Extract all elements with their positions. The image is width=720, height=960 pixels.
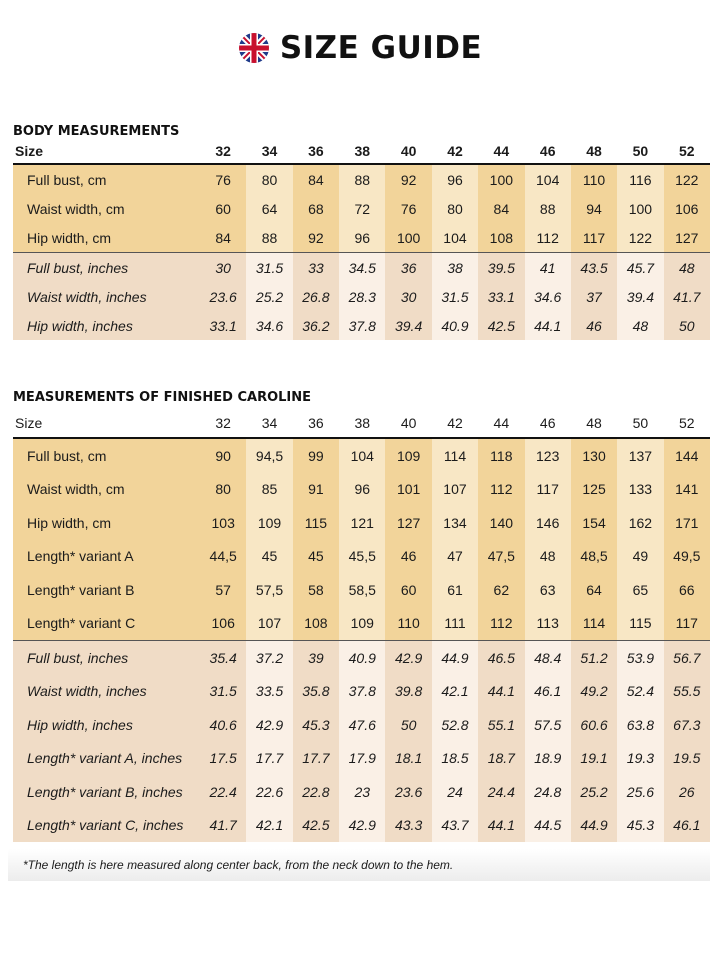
- table-cell: 117: [664, 607, 710, 641]
- table-cell: 110: [571, 165, 617, 194]
- table-cell: 60: [200, 194, 246, 223]
- table-cell: 37: [571, 282, 617, 311]
- row-label: Full bust, cm: [13, 165, 200, 194]
- table-cell: 18.7: [478, 742, 524, 776]
- table-cell: 25.6: [617, 775, 663, 809]
- table-cell: 76: [385, 194, 431, 223]
- table-cell: 114: [571, 607, 617, 641]
- table-cell: 45: [293, 540, 339, 574]
- row-label: Length* variant C: [13, 607, 200, 641]
- table-cell: 39.4: [385, 311, 431, 340]
- table-cell: 80: [246, 165, 292, 194]
- body-measurements-section: [13, 124, 710, 340]
- table-row: [13, 675, 710, 709]
- size-34: 34: [261, 415, 278, 431]
- table-row: [13, 641, 710, 675]
- table-cell: 88: [246, 223, 292, 252]
- table-cell: 46.1: [664, 809, 710, 843]
- table-cell: 118: [478, 439, 524, 473]
- table-cell: 146: [525, 506, 571, 540]
- table-cell: 48,5: [571, 540, 617, 574]
- table-cell: 42.1: [432, 675, 478, 709]
- table-cell: 18.9: [525, 742, 571, 776]
- table-cell: 140: [478, 506, 524, 540]
- table-cell: 42.9: [339, 809, 385, 843]
- table-cell: 45,5: [339, 540, 385, 574]
- row-label: Full bust, cm: [13, 439, 200, 473]
- table-cell: 39.8: [385, 675, 431, 709]
- table-cell: 100: [385, 223, 431, 252]
- row-label: Waist width, inches: [13, 675, 200, 709]
- table-cell: 106: [664, 194, 710, 223]
- table-cell: 42.1: [246, 809, 292, 843]
- page-header: [0, 28, 720, 68]
- table-cell: 44.1: [478, 675, 524, 709]
- table-cell: 19.3: [617, 742, 663, 776]
- table-cell: 106: [200, 607, 246, 641]
- table-cell: 109: [385, 439, 431, 473]
- size-50: 50: [632, 143, 649, 159]
- table-cell: 39.5: [478, 253, 524, 282]
- table-cell: 65: [617, 573, 663, 607]
- table-cell: 52.8: [432, 708, 478, 742]
- size-44: 44: [493, 143, 510, 159]
- table-cell: 117: [571, 223, 617, 252]
- finished-measurements-section: [13, 390, 710, 842]
- size-42: 42: [447, 143, 463, 159]
- table-cell: 46.1: [525, 675, 571, 709]
- table-cell: 127: [664, 223, 710, 252]
- size-32: 32: [215, 415, 231, 431]
- table-cell: 90: [200, 439, 246, 473]
- size-34: 34: [261, 143, 278, 159]
- table-cell: 48: [664, 253, 710, 282]
- table-cell: 50: [385, 708, 431, 742]
- table-cell: 104: [339, 439, 385, 473]
- table-cell: 37.8: [339, 311, 385, 340]
- size-38: 38: [354, 415, 371, 431]
- table-cell: 44.1: [478, 809, 524, 843]
- section-title: MEASUREMENTS OF FINISHED CAROLINE: [13, 390, 312, 405]
- table-cell: 36.2: [293, 311, 339, 340]
- table-cell: 44.1: [525, 311, 571, 340]
- table-cell: 96: [432, 165, 478, 194]
- table-cell: 109: [246, 506, 292, 540]
- table-cell: 162: [617, 506, 663, 540]
- table-cell: 44.5: [525, 809, 571, 843]
- table-cell: 137: [617, 439, 663, 473]
- table-cell: 41.7: [200, 809, 246, 843]
- table-cell: 31.5: [246, 253, 292, 282]
- table-row: [13, 540, 710, 574]
- inches-table: [13, 253, 710, 340]
- table-row: [13, 194, 710, 223]
- size-36: 36: [308, 415, 324, 431]
- table-cell: 110: [385, 607, 431, 641]
- table-cell: 57,5: [246, 573, 292, 607]
- table-cell: 53.9: [617, 641, 663, 675]
- table-cell: 44,5: [200, 540, 246, 574]
- table-cell: 115: [617, 607, 663, 641]
- table-cell: 41: [525, 253, 571, 282]
- table-cell: 88: [525, 194, 571, 223]
- table-cell: 48: [617, 311, 663, 340]
- size-label: Size: [15, 415, 43, 431]
- table-cell: 33.1: [200, 311, 246, 340]
- row-label: Hip width, cm: [13, 506, 200, 540]
- size-32: 32: [215, 143, 231, 159]
- table-cell: 22.6: [246, 775, 292, 809]
- table-row: [13, 311, 710, 340]
- table-row: [13, 439, 710, 473]
- table-cell: 80: [200, 473, 246, 507]
- table-cell: 108: [478, 223, 524, 252]
- size-36: 36: [308, 143, 324, 159]
- table-cell: 34.6: [525, 282, 571, 311]
- table-cell: 107: [432, 473, 478, 507]
- size-48: 48: [586, 143, 602, 159]
- size-header-row: [13, 139, 710, 159]
- table-cell: 17.5: [200, 742, 246, 776]
- table-cell: 46: [385, 540, 431, 574]
- table-row: [13, 282, 710, 311]
- table-cell: 30: [200, 253, 246, 282]
- table-cell: 80: [432, 194, 478, 223]
- table-cell: 36: [385, 253, 431, 282]
- table-cell: 84: [478, 194, 524, 223]
- table-cell: 112: [525, 223, 571, 252]
- table-cell: 17.7: [246, 742, 292, 776]
- table-cell: 100: [478, 165, 524, 194]
- row-label: Hip width, inches: [13, 311, 200, 340]
- size-50: 50: [632, 415, 649, 431]
- table-cell: 58: [293, 573, 339, 607]
- table-cell: 47: [432, 540, 478, 574]
- table-cell: 22.8: [293, 775, 339, 809]
- table-cell: 112: [478, 473, 524, 507]
- table-row: [13, 506, 710, 540]
- table-cell: 46.5: [478, 641, 524, 675]
- table-row: [13, 253, 710, 282]
- table-cell: 107: [246, 607, 292, 641]
- row-label: Waist width, cm: [13, 194, 200, 223]
- table-cell: 55.5: [664, 675, 710, 709]
- table-cell: 84: [200, 223, 246, 252]
- table-cell: 41.7: [664, 282, 710, 311]
- table-cell: 60.6: [571, 708, 617, 742]
- table-cell: 72: [339, 194, 385, 223]
- table-cell: 37.8: [339, 675, 385, 709]
- table-cell: 141: [664, 473, 710, 507]
- table-cell: 42.5: [478, 311, 524, 340]
- table-cell: 23.6: [200, 282, 246, 311]
- size-42: 42: [447, 415, 463, 431]
- table-cell: 24.8: [525, 775, 571, 809]
- table-cell: 44.9: [571, 809, 617, 843]
- table-cell: 45.3: [617, 809, 663, 843]
- table-cell: 85: [246, 473, 292, 507]
- table-cell: 40.9: [432, 311, 478, 340]
- table-cell: 49,5: [664, 540, 710, 574]
- table-cell: 117: [525, 473, 571, 507]
- table-cell: 62: [478, 573, 524, 607]
- table-cell: 56.7: [664, 641, 710, 675]
- table-cell: 46: [571, 311, 617, 340]
- table-cell: 45.3: [293, 708, 339, 742]
- row-label: Length* variant B: [13, 573, 200, 607]
- size-48: 48: [586, 415, 602, 431]
- row-label: Hip width, inches: [13, 708, 200, 742]
- table-row: [13, 809, 710, 843]
- table-cell: 96: [339, 473, 385, 507]
- section-title: BODY MEASUREMENTS: [13, 124, 180, 139]
- table-cell: 108: [293, 607, 339, 641]
- footnote: *The length is here measured along center back, from the neck down to the hem.: [8, 849, 710, 881]
- table-cell: 115: [293, 506, 339, 540]
- table-cell: 26: [664, 775, 710, 809]
- table-cell: 67.3: [664, 708, 710, 742]
- row-label: Length* variant A, inches: [13, 742, 200, 776]
- table-cell: 104: [525, 165, 571, 194]
- page-title: SIZE GUIDE: [279, 30, 483, 66]
- uk-flag-icon: [238, 32, 270, 64]
- table-cell: 144: [664, 439, 710, 473]
- table-cell: 39.4: [617, 282, 663, 311]
- size-38: 38: [354, 143, 371, 159]
- table-cell: 24.4: [478, 775, 524, 809]
- size-44: 44: [493, 415, 510, 431]
- table-row: [13, 573, 710, 607]
- table-cell: 96: [339, 223, 385, 252]
- table-cell: 68: [293, 194, 339, 223]
- table-cell: 91: [293, 473, 339, 507]
- table-cell: 48.4: [525, 641, 571, 675]
- table-cell: 94,5: [246, 439, 292, 473]
- table-cell: 133: [617, 473, 663, 507]
- table-cell: 22.4: [200, 775, 246, 809]
- table-cell: 42.9: [246, 708, 292, 742]
- table-cell: 34.5: [339, 253, 385, 282]
- row-label: Length* variant A: [13, 540, 200, 574]
- table-cell: 99: [293, 439, 339, 473]
- table-cell: 47.6: [339, 708, 385, 742]
- size-40: 40: [400, 143, 417, 159]
- table-cell: 30: [385, 282, 431, 311]
- table-cell: 35.8: [293, 675, 339, 709]
- table-cell: 127: [385, 506, 431, 540]
- table-cell: 114: [432, 439, 478, 473]
- table-cell: 43.3: [385, 809, 431, 843]
- table-cell: 63.8: [617, 708, 663, 742]
- table-cell: 60: [385, 573, 431, 607]
- table-cell: 49.2: [571, 675, 617, 709]
- table-cell: 24: [432, 775, 478, 809]
- table-cell: 33: [293, 253, 339, 282]
- table-cell: 43.7: [432, 809, 478, 843]
- table-cell: 52.4: [617, 675, 663, 709]
- table-row: [13, 165, 710, 194]
- table-cell: 113: [525, 607, 571, 641]
- table-cell: 38: [432, 253, 478, 282]
- table-cell: 45: [246, 540, 292, 574]
- inches-table: [13, 641, 710, 842]
- table-cell: 45.7: [617, 253, 663, 282]
- table-cell: 64: [571, 573, 617, 607]
- table-cell: 26.8: [293, 282, 339, 311]
- table-cell: 88: [339, 165, 385, 194]
- table-cell: 116: [617, 165, 663, 194]
- table-cell: 61: [432, 573, 478, 607]
- table-cell: 94: [571, 194, 617, 223]
- table-cell: 134: [432, 506, 478, 540]
- table-cell: 19.1: [571, 742, 617, 776]
- table-cell: 125: [571, 473, 617, 507]
- table-cell: 84: [293, 165, 339, 194]
- table-row: [13, 473, 710, 507]
- table-cell: 28.3: [339, 282, 385, 311]
- table-cell: 66: [664, 573, 710, 607]
- table-cell: 57.5: [525, 708, 571, 742]
- size-46: 46: [539, 415, 556, 431]
- table-cell: 25.2: [571, 775, 617, 809]
- size-52: 52: [678, 143, 695, 159]
- table-cell: 18.5: [432, 742, 478, 776]
- table-cell: 35.4: [200, 641, 246, 675]
- table-cell: 111: [432, 607, 478, 641]
- table-row: [13, 708, 710, 742]
- table-cell: 33.5: [246, 675, 292, 709]
- table-cell: 23: [339, 775, 385, 809]
- table-cell: 17.9: [339, 742, 385, 776]
- row-label: Full bust, inches: [13, 253, 200, 282]
- table-cell: 103: [200, 506, 246, 540]
- table-cell: 37.2: [246, 641, 292, 675]
- table-cell: 76: [200, 165, 246, 194]
- table-cell: 92: [385, 165, 431, 194]
- size-40: 40: [400, 415, 417, 431]
- row-label: Full bust, inches: [13, 641, 200, 675]
- table-row: [13, 223, 710, 252]
- table-cell: 40.6: [200, 708, 246, 742]
- table-cell: 19.5: [664, 742, 710, 776]
- table-cell: 40.9: [339, 641, 385, 675]
- table-cell: 31.5: [432, 282, 478, 311]
- size-46: 46: [539, 143, 556, 159]
- table-cell: 42.5: [293, 809, 339, 843]
- table-row: [13, 607, 710, 641]
- table-cell: 92: [293, 223, 339, 252]
- table-cell: 58,5: [339, 573, 385, 607]
- table-cell: 100: [617, 194, 663, 223]
- table-cell: 171: [664, 506, 710, 540]
- table-cell: 122: [617, 223, 663, 252]
- table-cell: 39: [293, 641, 339, 675]
- table-cell: 51.2: [571, 641, 617, 675]
- table-row: [13, 775, 710, 809]
- table-cell: 42.9: [385, 641, 431, 675]
- table-cell: 112: [478, 607, 524, 641]
- table-cell: 154: [571, 506, 617, 540]
- table-cell: 63: [525, 573, 571, 607]
- table-cell: 50: [664, 311, 710, 340]
- table-cell: 18.1: [385, 742, 431, 776]
- table-cell: 34.6: [246, 311, 292, 340]
- table-cell: 57: [200, 573, 246, 607]
- row-label: Waist width, inches: [13, 282, 200, 311]
- cm-table: [13, 165, 710, 252]
- table-cell: 43.5: [571, 253, 617, 282]
- table-cell: 31.5: [200, 675, 246, 709]
- row-label: Length* variant B, inches: [13, 775, 200, 809]
- table-cell: 121: [339, 506, 385, 540]
- table-row: [13, 742, 710, 776]
- row-label: Length* variant C, inches: [13, 809, 200, 843]
- table-cell: 48: [525, 540, 571, 574]
- table-cell: 47,5: [478, 540, 524, 574]
- table-cell: 23.6: [385, 775, 431, 809]
- table-cell: 109: [339, 607, 385, 641]
- table-cell: 64: [246, 194, 292, 223]
- size-header-row: [13, 411, 710, 431]
- table-cell: 44.9: [432, 641, 478, 675]
- table-cell: 33.1: [478, 282, 524, 311]
- row-label: Waist width, cm: [13, 473, 200, 507]
- table-cell: 101: [385, 473, 431, 507]
- table-cell: 25.2: [246, 282, 292, 311]
- table-cell: 55.1: [478, 708, 524, 742]
- table-cell: 104: [432, 223, 478, 252]
- table-cell: 130: [571, 439, 617, 473]
- table-cell: 122: [664, 165, 710, 194]
- table-cell: 49: [617, 540, 663, 574]
- size-52: 52: [678, 415, 695, 431]
- row-label: Hip width, cm: [13, 223, 200, 252]
- size-label: Size: [15, 143, 44, 159]
- table-cell: 17.7: [293, 742, 339, 776]
- cm-table: [13, 439, 710, 640]
- table-cell: 123: [525, 439, 571, 473]
